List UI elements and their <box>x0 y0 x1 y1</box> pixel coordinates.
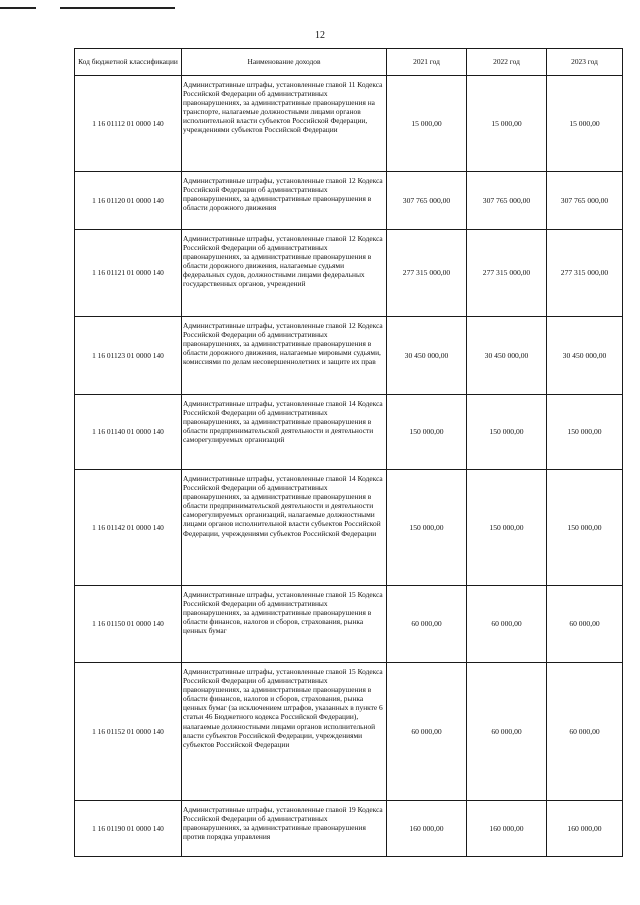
row-name: Административные штрафы, установленные главой 14 Кодекса Российской Федерации об административных правонарушениях, за административные правонарушения в области предпринимательской деятельности и деятельности саморегулируемых организаций <box>182 395 387 470</box>
table-header-row <box>75 49 623 76</box>
header-name: Наименование доходов <box>182 49 387 76</box>
row-name: Административные штрафы, установленные главой 12 Кодекса Российской Федерации об административных правонарушениях, за административные правонарушения в области дорожного движения <box>182 172 387 230</box>
row-2021: 150 000,00 <box>387 470 467 586</box>
row-2022: 307 765 000,00 <box>467 172 547 230</box>
row-name: Административные штрафы, установленные главой 19 Кодекса Российской Федерации об административных правонарушениях, за административные правонарушения против порядка управления <box>182 801 387 857</box>
row-code: 1 16 01140 01 0000 140 <box>75 395 182 470</box>
table-row <box>75 172 623 230</box>
row-2021: 277 315 000,00 <box>387 230 467 317</box>
budget-revenue-table <box>74 48 623 857</box>
row-name: Административные штрафы, установленные главой 11 Кодекса Российской Федерации об административных правонарушениях, за административные правонарушения на транспорте, налагаемые должностными лицами органов исполнительной власти субъектов Российской Федерации, учреждениями субъектов Российской Федерации <box>182 76 387 172</box>
row-2022: 15 000,00 <box>467 76 547 172</box>
table-row <box>75 230 623 317</box>
header-2023: 2023 год <box>547 49 623 76</box>
row-code: 1 16 01190 01 0000 140 <box>75 801 182 857</box>
table-row <box>75 76 623 172</box>
row-2022: 30 450 000,00 <box>467 317 547 395</box>
row-2023: 60 000,00 <box>547 663 623 801</box>
row-code: 1 16 01150 01 0000 140 <box>75 586 182 663</box>
row-2021: 160 000,00 <box>387 801 467 857</box>
table-row <box>75 801 623 857</box>
row-2021: 15 000,00 <box>387 76 467 172</box>
row-code: 1 16 01121 01 0000 140 <box>75 230 182 317</box>
row-2021: 150 000,00 <box>387 395 467 470</box>
row-2023: 307 765 000,00 <box>547 172 623 230</box>
row-2021: 307 765 000,00 <box>387 172 467 230</box>
table-row <box>75 470 623 586</box>
row-2023: 60 000,00 <box>547 586 623 663</box>
row-2022: 277 315 000,00 <box>467 230 547 317</box>
table-row <box>75 586 623 663</box>
page-number: 12 <box>315 30 325 41</box>
row-2021: 60 000,00 <box>387 663 467 801</box>
row-2022: 60 000,00 <box>467 663 547 801</box>
row-name: Административные штрафы, установленные главой 15 Кодекса Российской Федерации об административных правонарушениях, за административные правонарушения в области финансов, налогов и сборов, страхования, рынка ценных бумаг <box>182 586 387 663</box>
row-code: 1 16 01112 01 0000 140 <box>75 76 182 172</box>
header-2021: 2021 год <box>387 49 467 76</box>
row-2022: 60 000,00 <box>467 586 547 663</box>
row-name: Административные штрафы, установленные главой 14 Кодекса Российской Федерации об административных правонарушениях, за административные правонарушения в области предпринимательской деятельности и деятельности саморегулируемых организаций, налагаемые должностными лицами органов исполнительной власти субъектов Российской Федерации, учреждениями субъектов Российской Федерации <box>182 470 387 586</box>
row-2023: 30 450 000,00 <box>547 317 623 395</box>
scan-artifact-line <box>0 7 36 9</box>
row-name: Административные штрафы, установленные главой 15 Кодекса Российской Федерации об административных правонарушениях, за административные правонарушения в области финансов, налогов и сборов, страхования, рынка ценных бумаг (за исключением штрафов, указанных в пункте 6 статьи 46 Бюджетного кодекса Российской Федерации), налагаемые должностными лицами органов исполнительной власти субъектов Российской Федерации, учреждениями субъектов Российской Федерации <box>182 663 387 801</box>
row-name: Административные штрафы, установленные главой 12 Кодекса Российской Федерации об административных правонарушениях, за административные правонарушения в области дорожного движения, налагаемые судьями федеральных судов, должностными лицами федеральных государственных органов, учреждений <box>182 230 387 317</box>
row-2023: 277 315 000,00 <box>547 230 623 317</box>
row-code: 1 16 01120 01 0000 140 <box>75 172 182 230</box>
table-row <box>75 395 623 470</box>
table-row <box>75 663 623 801</box>
table-row <box>75 317 623 395</box>
row-2022: 150 000,00 <box>467 470 547 586</box>
row-2023: 15 000,00 <box>547 76 623 172</box>
header-2022: 2022 год <box>467 49 547 76</box>
row-2022: 160 000,00 <box>467 801 547 857</box>
row-code: 1 16 01152 01 0000 140 <box>75 663 182 801</box>
header-code: Код бюджетной классификации <box>75 49 182 76</box>
scan-artifact-line <box>60 7 175 9</box>
row-2021: 60 000,00 <box>387 586 467 663</box>
row-2023: 160 000,00 <box>547 801 623 857</box>
row-code: 1 16 01123 01 0000 140 <box>75 317 182 395</box>
row-2023: 150 000,00 <box>547 470 623 586</box>
row-2023: 150 000,00 <box>547 395 623 470</box>
row-name: Административные штрафы, установленные главой 12 Кодекса Российской Федерации об административных правонарушениях, за административные правонарушения в области дорожного движения, налагаемые мировыми судьями, комиссиями по делам несовершеннолетних и защите их прав <box>182 317 387 395</box>
row-code: 1 16 01142 01 0000 140 <box>75 470 182 586</box>
row-2022: 150 000,00 <box>467 395 547 470</box>
row-2021: 30 450 000,00 <box>387 317 467 395</box>
